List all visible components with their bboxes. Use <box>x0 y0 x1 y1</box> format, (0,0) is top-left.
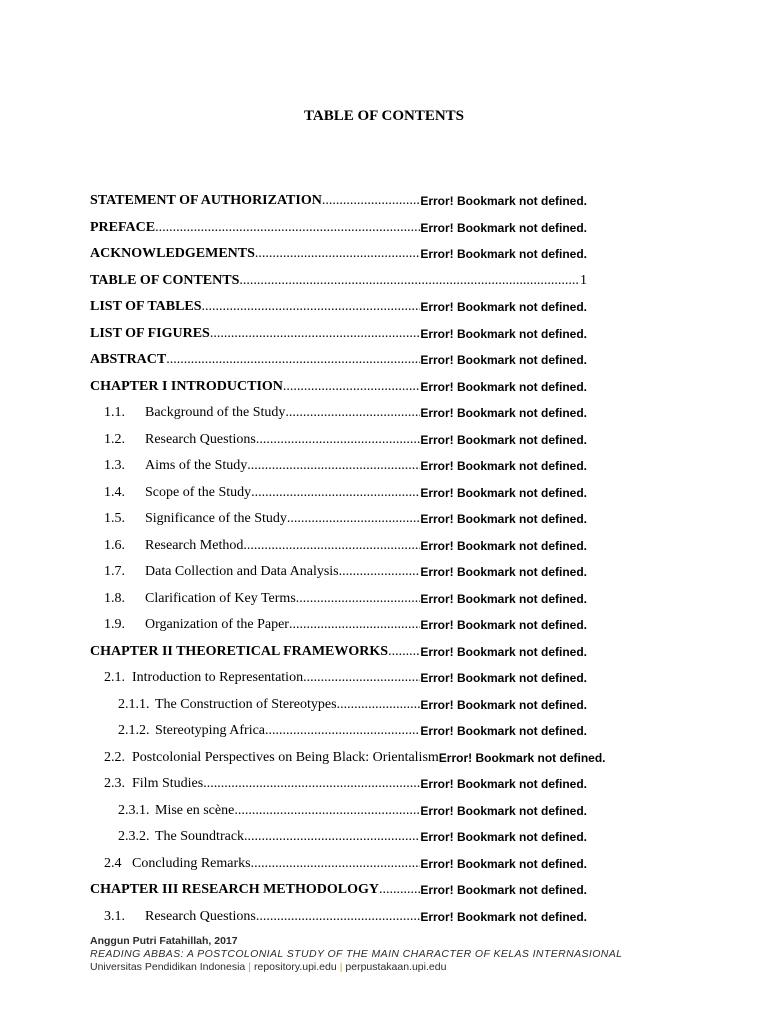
footer-library-link[interactable]: perpustakaan.upi.edu <box>345 961 447 973</box>
toc-entry[interactable] <box>90 640 587 660</box>
toc-entry-label: Clarification of Key Terms <box>145 590 296 606</box>
toc-entry[interactable] <box>104 587 587 607</box>
toc-entry-label: ABSTRACT <box>90 352 167 367</box>
toc-entry-page-ref: Error! Bookmark not defined. <box>420 247 587 261</box>
toc-entry-page-ref: Error! Bookmark not defined. <box>420 644 587 659</box>
toc-entry-label: Organization of the Paper <box>145 617 289 632</box>
toc-entry-label: Significance of the Study <box>145 511 287 526</box>
toc-dot-leader <box>202 299 421 315</box>
toc-entry-label: Postcolonial Perspectives on Being Black: Orientalism <box>132 749 439 765</box>
toc-entry-label: Mise en scène <box>155 802 235 818</box>
toc-dot-leader <box>203 776 420 792</box>
toc-entry-number: 1.6. <box>104 537 125 553</box>
toc-entry-page-ref: Error! Bookmark not defined. <box>438 750 606 765</box>
toc-entry[interactable] <box>104 401 587 421</box>
toc-entry-page-ref: Error! Bookmark not defined. <box>420 459 587 473</box>
toc-entry-label: PREFACE <box>90 219 156 235</box>
toc-entry[interactable] <box>104 481 587 501</box>
toc-entry-heading <box>104 856 251 872</box>
toc-entry[interactable] <box>118 825 587 845</box>
toc-dot-leader <box>234 803 420 819</box>
footer-separator: | <box>339 961 343 973</box>
toc-entry[interactable] <box>118 719 587 739</box>
toc-entry[interactable] <box>104 534 587 554</box>
toc-entry-label: Research Method <box>145 537 244 553</box>
toc-entry-heading <box>90 882 379 898</box>
toc-entry-heading <box>118 723 265 739</box>
toc-dot-leader <box>251 485 420 501</box>
toc-entry-heading <box>90 220 155 236</box>
toc-entry-heading <box>90 273 239 289</box>
toc-entry[interactable] <box>90 348 587 368</box>
page-footer <box>90 935 710 974</box>
toc-entry-page-ref: Error! Bookmark not defined. <box>420 379 587 394</box>
toc-entry-heading <box>104 776 203 792</box>
toc-entry-number: 1.4. <box>104 484 125 500</box>
toc-dot-leader <box>244 829 420 845</box>
toc-entry[interactable] <box>104 852 587 872</box>
toc-entry[interactable] <box>104 454 587 474</box>
footer-author: Anggun Putri Fatahillah, 2017 <box>90 935 238 947</box>
toc-entry-heading <box>90 246 255 262</box>
toc-dot-leader <box>285 405 420 421</box>
toc-entry-heading <box>90 379 283 395</box>
toc-entry-heading <box>104 432 256 448</box>
toc-entry-label: CHAPTER I INTRODUCTION <box>90 378 283 394</box>
toc-entry-number: 1.2. <box>104 431 125 447</box>
toc-entry[interactable] <box>90 375 587 395</box>
toc-entry[interactable] <box>104 666 587 686</box>
toc-dot-leader <box>256 432 421 448</box>
toc-dot-leader <box>256 909 421 925</box>
toc-entry-page-ref: Error! Bookmark not defined. <box>420 406 587 420</box>
toc-entry-page-ref: Error! Bookmark not defined. <box>420 777 587 791</box>
toc-dot-leader <box>239 273 580 289</box>
toc-entry-page-ref: Error! Bookmark not defined. <box>420 883 587 897</box>
toc-dot-leader <box>283 379 420 395</box>
toc-entry-number: 1.5. <box>104 511 125 526</box>
footer-links <box>90 961 710 974</box>
toc-dot-leader <box>255 246 420 262</box>
toc-entry-label: CHAPTER II THEORETICAL FRAMEWORKS <box>90 643 389 659</box>
toc-entry-page-ref: Error! Bookmark not defined. <box>420 300 587 314</box>
footer-repository-link[interactable]: repository.upi.edu <box>254 961 337 973</box>
toc-entry-label: LIST OF TABLES <box>90 299 202 314</box>
toc-entry-label: Introduction to Representation <box>132 670 304 685</box>
toc-entry-label: STATEMENT OF AUTHORIZATION <box>90 193 322 208</box>
toc-entry-heading <box>104 538 243 554</box>
page-title: TABLE OF CONTENTS <box>303 108 465 124</box>
toc-entry-number: 1.9. <box>104 617 125 632</box>
toc-entry-label: The Construction of Stereotypes <box>155 696 337 712</box>
toc-entry[interactable] <box>104 507 587 527</box>
toc-entry[interactable] <box>104 560 587 580</box>
toc-entry-heading <box>90 352 166 368</box>
toc-entry-page-ref: Error! Bookmark not defined. <box>420 909 587 924</box>
toc-entry-label: Film Studies <box>132 776 204 791</box>
toc-entry-number: 2.3. <box>104 776 125 791</box>
toc-dot-leader <box>243 538 420 554</box>
toc-entry-number: 1.7. <box>104 564 125 579</box>
toc-entry-label: The Soundtrack <box>155 829 245 844</box>
footer-separator: | <box>248 961 251 973</box>
toc-entry-heading <box>118 803 234 819</box>
toc-entry-label: Aims of the Study <box>145 458 248 473</box>
toc-dot-leader <box>265 723 420 739</box>
toc-entry[interactable] <box>90 269 587 289</box>
toc-entry[interactable] <box>118 799 587 819</box>
toc-entry-label: Concluding Remarks <box>132 855 251 871</box>
toc-entry[interactable] <box>90 878 587 898</box>
toc-entry[interactable] <box>118 693 587 713</box>
toc-entry-page-ref: Error! Bookmark not defined. <box>420 830 587 844</box>
toc-dot-leader <box>210 326 420 342</box>
toc-entry-number: 3.1. <box>104 908 125 924</box>
toc-entry-heading <box>118 829 244 845</box>
toc-entry-label: TABLE OF CONTENTS <box>90 272 240 288</box>
toc-dot-leader <box>303 670 420 686</box>
toc-entry-label: Research Questions <box>145 431 256 447</box>
toc-dot-leader <box>155 220 420 236</box>
toc-entry-number: 1.3. <box>104 458 125 473</box>
toc-entry-heading <box>104 670 303 686</box>
toc-entry-heading <box>104 617 289 633</box>
toc-entry-label: Background of the Study <box>145 405 286 420</box>
toc-dot-leader <box>287 511 420 527</box>
toc-entry-heading <box>104 485 251 501</box>
toc-dot-leader <box>251 856 421 872</box>
toc-dot-leader <box>296 591 421 607</box>
toc-dot-leader <box>166 352 420 368</box>
toc-entry-heading <box>104 909 256 925</box>
toc-dot-leader <box>388 644 420 660</box>
toc-entry-label: Stereotyping Africa <box>155 723 266 738</box>
toc-entry-page-ref: Error! Bookmark not defined. <box>420 724 587 738</box>
toc-entry-number: 2.3.2. <box>118 829 150 844</box>
toc-dot-leader <box>289 617 420 633</box>
toc-entry-label: Data Collection and Data Analysis <box>145 564 339 579</box>
toc-entry-page-ref: Error! Bookmark not defined. <box>420 671 587 685</box>
toc-entry-number: 2.1. <box>104 670 125 685</box>
toc-dot-leader <box>379 882 420 898</box>
toc-entry-heading <box>90 326 210 342</box>
toc-entry-label: Research Questions <box>145 908 256 924</box>
toc-entry-page-ref: Error! Bookmark not defined. <box>420 538 587 553</box>
toc-entry-heading <box>104 564 339 580</box>
toc-entry-label: ACKNOWLEDGEMENTS <box>90 246 255 261</box>
toc-entry-page-ref: Error! Bookmark not defined. <box>420 326 587 341</box>
toc-entry-number: 1.8. <box>104 590 125 606</box>
toc-dot-leader <box>339 564 421 580</box>
toc-entry-heading <box>104 750 439 766</box>
toc-dot-leader <box>247 458 420 474</box>
toc-entry-heading <box>104 405 285 421</box>
toc-entry-number: 2.3.1. <box>118 802 150 818</box>
toc-entry-number: 2.2. <box>104 749 125 765</box>
toc-entry-heading <box>104 511 287 527</box>
toc-entry[interactable] <box>104 746 606 766</box>
toc-entry-page-ref: Error! Bookmark not defined. <box>420 485 587 500</box>
toc-entry-label: LIST OF FIGURES <box>90 325 210 341</box>
toc-entry-page-ref: Error! Bookmark not defined. <box>420 803 587 818</box>
footer-university: Universitas Pendidikan Indonesia <box>90 961 246 973</box>
toc-entry[interactable] <box>104 772 587 792</box>
toc-entry[interactable] <box>104 428 587 448</box>
toc-entry[interactable] <box>90 189 587 209</box>
toc-entry-number: 1.1. <box>104 405 125 420</box>
toc-entry-page-ref: Error! Bookmark not defined. <box>420 565 587 579</box>
toc-entry-page-ref: Error! Bookmark not defined. <box>420 220 587 235</box>
toc-entry[interactable] <box>90 295 587 315</box>
toc-entry[interactable] <box>104 905 587 925</box>
toc-entry-page-ref: Error! Bookmark not defined. <box>420 353 587 367</box>
toc-entry-number: 2.1.1. <box>118 696 150 712</box>
toc-entry-heading <box>104 591 296 607</box>
toc-entry-heading <box>104 458 247 474</box>
toc-entry[interactable] <box>90 322 587 342</box>
toc-entry-page-ref: Error! Bookmark not defined. <box>420 432 587 447</box>
toc-entry[interactable] <box>104 613 587 633</box>
toc-entry-page-ref: Error! Bookmark not defined. <box>420 591 587 606</box>
toc-entry-page-ref: Error! Bookmark not defined. <box>420 194 587 208</box>
toc-entry[interactable] <box>90 242 587 262</box>
toc-entry-page-ref: Error! Bookmark not defined. <box>420 618 587 632</box>
toc-entry-page-ref: 1 <box>580 272 587 288</box>
toc-dot-leader <box>337 697 421 713</box>
toc-dot-leader <box>322 193 420 209</box>
toc-entry[interactable] <box>90 216 587 236</box>
toc-entry-heading <box>90 644 388 660</box>
toc-entry-label: CHAPTER III RESEARCH METHODOLOGY <box>90 882 379 897</box>
toc-entry-page-ref: Error! Bookmark not defined. <box>420 856 587 871</box>
toc-entry-label: Scope of the Study <box>145 484 252 500</box>
footer-thesis-title: READING ABBAS: A POSTCOLONIAL STUDY OF THE MAIN CHARACTER OF KELAS INTERNASIONAL <box>90 948 623 960</box>
toc-entry-page-ref: Error! Bookmark not defined. <box>420 512 587 526</box>
toc-entry-heading <box>118 697 337 713</box>
toc-entry-page-ref: Error! Bookmark not defined. <box>420 697 587 712</box>
toc-entry-number: 2.1.2. <box>118 723 150 738</box>
toc-entry-heading <box>90 193 322 209</box>
toc-entry-number: 2.4 <box>104 855 122 871</box>
toc-entry-heading <box>90 299 202 315</box>
